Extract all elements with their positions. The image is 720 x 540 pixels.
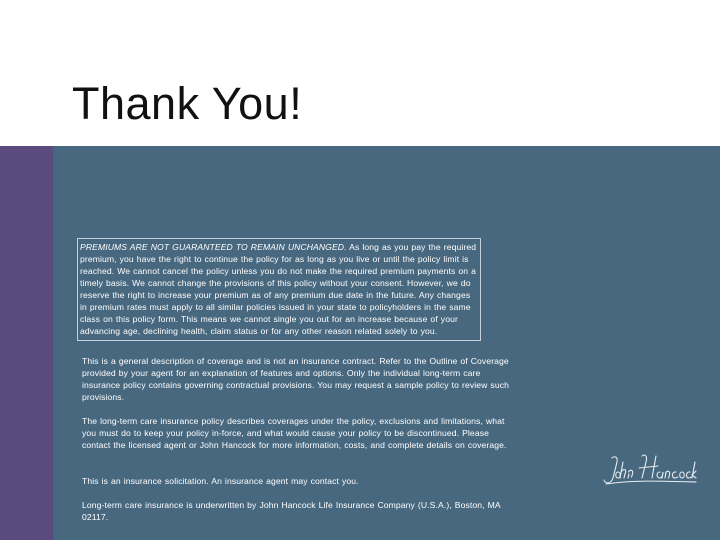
header: [0, 0, 720, 146]
premium-notice-lead: PREMIUMS ARE NOT GUARANTEED TO REMAIN UNCHANGED.: [80, 242, 347, 252]
left-accent-strip: [0, 146, 53, 540]
premium-notice-text: [80, 241, 478, 337]
underwriter-notice: Long-term care insurance is underwritten by John Hancock Life Insurance Company (U.S.A.), Boston, MA 02117.: [82, 500, 501, 522]
john-hancock-logo-icon: [602, 450, 698, 490]
general-description: This is a general description of coverage and is not an insurance contract. Refer to the Outline of Coverage provided by your agent for an explanation of features and options. Only the individual long-term care insurance policy contains governing contractual provisions. You may request a sample policy to review such provisions.: [82, 356, 509, 402]
premium-notice-body: As long as you pay the required premium, you have the right to continue the policy for as long as you live or until the policy limit is reached. We cannot cancel the policy unless you do not make the required premium payments on a timely basis. We cannot change the provisions of this policy without your consent. However, we do reserve the right to increase your premium as of any premium due date in the future. Any changes in premium rates must apply to all similar policies issued in your state to policyholders in the same class on this policy form. This means we cannot single you out for an increase because of your advancing age, declining health, claim status or for any other reason related solely to you.: [80, 242, 477, 336]
page-title: Thank You!: [72, 78, 303, 129]
solicitation-notice: This is an insurance solicitation. An insurance agent may contact you.: [82, 476, 359, 486]
ltc-policy-description: The long-term care insurance policy describes coverages under the policy, exclusions and limitations, what you must do to keep your policy in-force, and what would cause your policy to be discontinued. Please contact the licensed agent or John Hancock for more information, costs, and complete details on coverage.: [82, 416, 507, 450]
